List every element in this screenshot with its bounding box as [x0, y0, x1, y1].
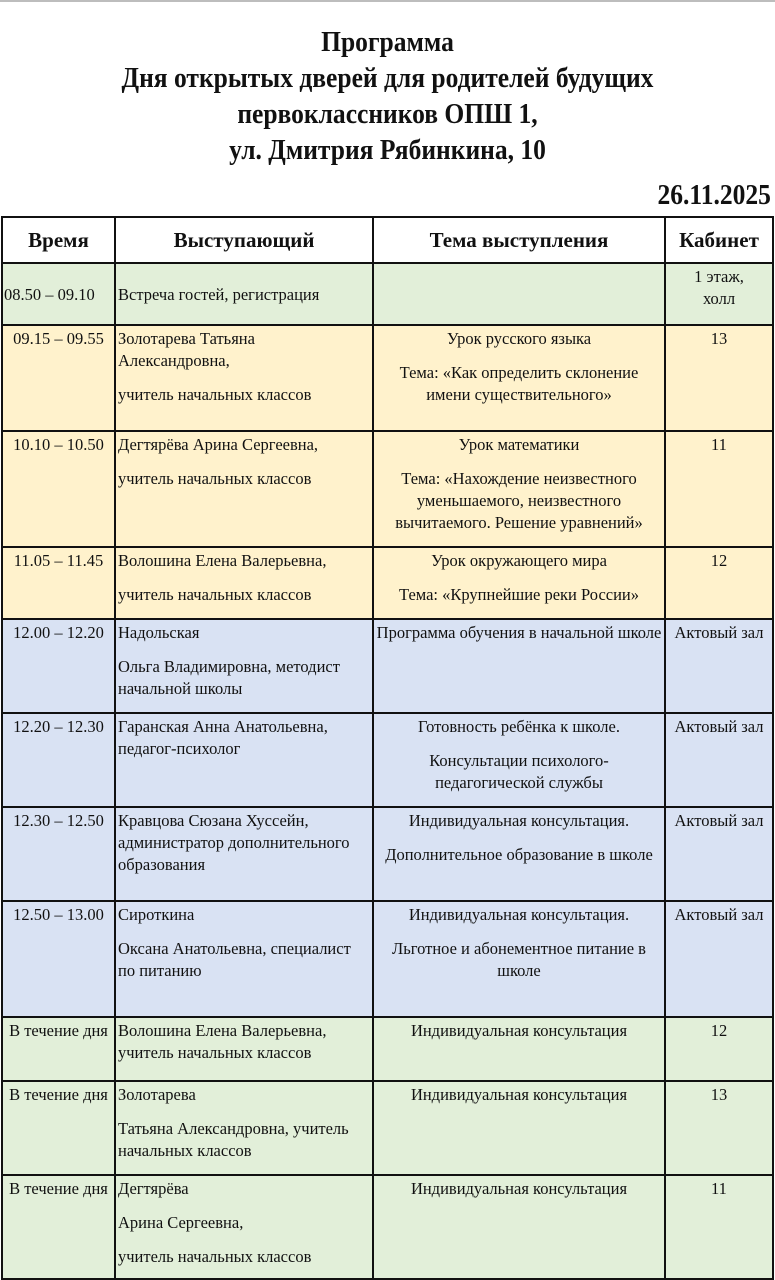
speaker-text: Золотарева [118, 1085, 196, 1104]
room-cell [665, 325, 773, 431]
table-row [2, 807, 773, 901]
room-text: холл [702, 289, 736, 308]
time-text: 10.10 – 10.50 [13, 435, 104, 454]
topic-text: Консультации психолого-педагогической службы [429, 751, 609, 792]
room-cell [665, 1017, 773, 1081]
speaker-text: Волошина Елена Валерьевна, учитель начальных классов [118, 1021, 327, 1062]
schedule-table [1, 216, 774, 1280]
speaker-text: Арина Сергеевна, [118, 1213, 244, 1232]
table-row [2, 1081, 773, 1175]
speaker-text: учитель начальных классов [118, 585, 312, 604]
room-cell [665, 1081, 773, 1175]
topic-cell [373, 1017, 665, 1081]
time-text: 08.50 – 09.10 [4, 285, 95, 304]
time-text: 11.05 – 11.45 [13, 551, 104, 570]
room-text: Актовый зал [674, 717, 764, 736]
topic-text: Индивидуальная консультация [410, 1085, 628, 1104]
topic-cell [373, 325, 665, 431]
room-text: 12 [710, 1021, 728, 1040]
speaker-text: Надольская [118, 623, 200, 642]
speaker-text: Встреча гостей, регистрация [118, 285, 320, 304]
time-cell [2, 1175, 115, 1279]
topic-text: Программа обучения в начальной школе [376, 623, 662, 642]
table-header-row [2, 217, 773, 263]
speaker-cell [115, 325, 373, 431]
table-row [2, 431, 773, 547]
time-cell [2, 1017, 115, 1081]
speaker-cell [115, 807, 373, 901]
room-cell [665, 807, 773, 901]
title-line: Дня открытых дверей для родителей будущих [121, 62, 654, 94]
header-topic: Тема выступления [373, 217, 665, 263]
topic-text: Урок математики [458, 435, 580, 454]
time-cell [2, 325, 115, 431]
room-cell [665, 431, 773, 547]
title-line: ул. Дмитрия Рябинкина, 10 [229, 134, 546, 166]
table-row [2, 263, 773, 325]
room-text: Актовый зал [674, 623, 764, 642]
time-cell [2, 431, 115, 547]
speaker-text: Татьяна Александровна, учитель начальных классов [118, 1119, 349, 1160]
topic-cell [373, 431, 665, 547]
speaker-text: Золотарева Татьяна Александровна, [118, 329, 255, 370]
header-time: Время [2, 217, 115, 263]
room-cell [665, 263, 773, 325]
topic-text: Индивидуальная консультация [410, 1179, 628, 1198]
header-speaker: Выступающий [115, 217, 373, 263]
topic-cell [373, 713, 665, 807]
speaker-cell [115, 1175, 373, 1279]
speaker-cell [115, 1017, 373, 1081]
table-row [2, 901, 773, 1017]
time-cell [2, 713, 115, 807]
room-text: 11 [711, 1179, 727, 1198]
speaker-text: Волошина Елена Валерьевна, [118, 551, 327, 570]
topic-text: Урок окружающего мира [431, 551, 607, 570]
topic-text: Тема: «Крупнейшие реки России» [399, 585, 639, 604]
room-cell [665, 713, 773, 807]
topic-text: Индивидуальная консультация. [408, 905, 630, 924]
room-text: 13 [710, 1085, 728, 1104]
speaker-cell [115, 619, 373, 713]
room-cell [665, 901, 773, 1017]
time-text: 12.50 – 13.00 [13, 905, 104, 924]
topic-text: Готовность ребёнка к школе. [418, 717, 620, 736]
topic-cell [373, 619, 665, 713]
time-text: В течение дня [9, 1179, 108, 1198]
topic-cell [373, 547, 665, 619]
topic-text: Тема: «Как определить склонение имени существительного» [399, 363, 639, 404]
speaker-text: Ольга Владимировна, методист начальной школы [118, 657, 340, 698]
time-cell [2, 901, 115, 1017]
header-room: Кабинет [665, 217, 773, 263]
speaker-cell [115, 713, 373, 807]
time-text: В течение дня [9, 1085, 108, 1104]
table-row [2, 1017, 773, 1081]
topic-text: Индивидуальная консультация [410, 1021, 628, 1040]
time-text: В течение дня [9, 1021, 108, 1040]
time-text: 12.20 – 12.30 [13, 717, 104, 736]
time-cell [2, 263, 115, 325]
top-divider [0, 0, 775, 2]
speaker-text: Дегтярёва Арина Сергеевна, [118, 435, 319, 454]
speaker-cell [115, 263, 373, 325]
speaker-text: учитель начальных классов [118, 385, 312, 404]
speaker-text: Оксана Анатольевна, специалист по питанию [118, 939, 351, 980]
room-text: Актовый зал [674, 905, 764, 924]
room-text: 12 [710, 551, 728, 570]
topic-text: Дополнительное образование в школе [385, 845, 653, 864]
speaker-cell [115, 431, 373, 547]
room-cell [665, 547, 773, 619]
speaker-text: учитель начальных классов [118, 1247, 312, 1266]
schedule-body [2, 263, 773, 1279]
speaker-text: учитель начальных классов [118, 469, 312, 488]
time-cell [2, 1081, 115, 1175]
room-cell [665, 1175, 773, 1279]
title-line: первоклассников ОПШ 1, [237, 98, 538, 130]
room-text: Актовый зал [674, 811, 764, 830]
room-text: 11 [711, 435, 727, 454]
table-row [2, 547, 773, 619]
topic-text: Урок русского языка [446, 329, 592, 348]
speaker-cell [115, 901, 373, 1017]
table-row [2, 619, 773, 713]
speaker-text: Сироткина [118, 905, 195, 924]
speaker-cell [115, 547, 373, 619]
time-cell [2, 619, 115, 713]
table-row [2, 325, 773, 431]
title-line: Программа [321, 26, 454, 58]
event-date: 26.11.2025 [657, 179, 771, 211]
speaker-cell [115, 1081, 373, 1175]
room-text: 13 [710, 329, 728, 348]
table-row [2, 1175, 773, 1279]
room-cell [665, 619, 773, 713]
topic-text: Тема: «Нахождение неизвестного уменьшаемого, неизвестного вычитаемого. Решение уравнений» [395, 469, 643, 532]
page-title [47, 24, 729, 168]
time-text: 12.00 – 12.20 [13, 623, 104, 642]
room-text: 1 этаж, [694, 267, 744, 286]
topic-cell [373, 263, 665, 325]
time-text: 12.30 – 12.50 [13, 811, 104, 830]
table-row [2, 713, 773, 807]
topic-cell [373, 1081, 665, 1175]
speaker-text: Кравцова Сюзана Хуссейн, администратор дополнительного образования [118, 811, 350, 874]
speaker-text: Гаранская Анна Анатольевна, педагог-психолог [118, 717, 328, 758]
time-cell [2, 547, 115, 619]
topic-cell [373, 1175, 665, 1279]
speaker-text: Дегтярёва [118, 1179, 189, 1198]
topic-cell [373, 901, 665, 1017]
topic-text: Индивидуальная консультация. [408, 811, 630, 830]
topic-cell [373, 807, 665, 901]
topic-text: Льготное и абонементное питание в школе [392, 939, 646, 980]
time-cell [2, 807, 115, 901]
time-text: 09.15 – 09.55 [13, 329, 104, 348]
